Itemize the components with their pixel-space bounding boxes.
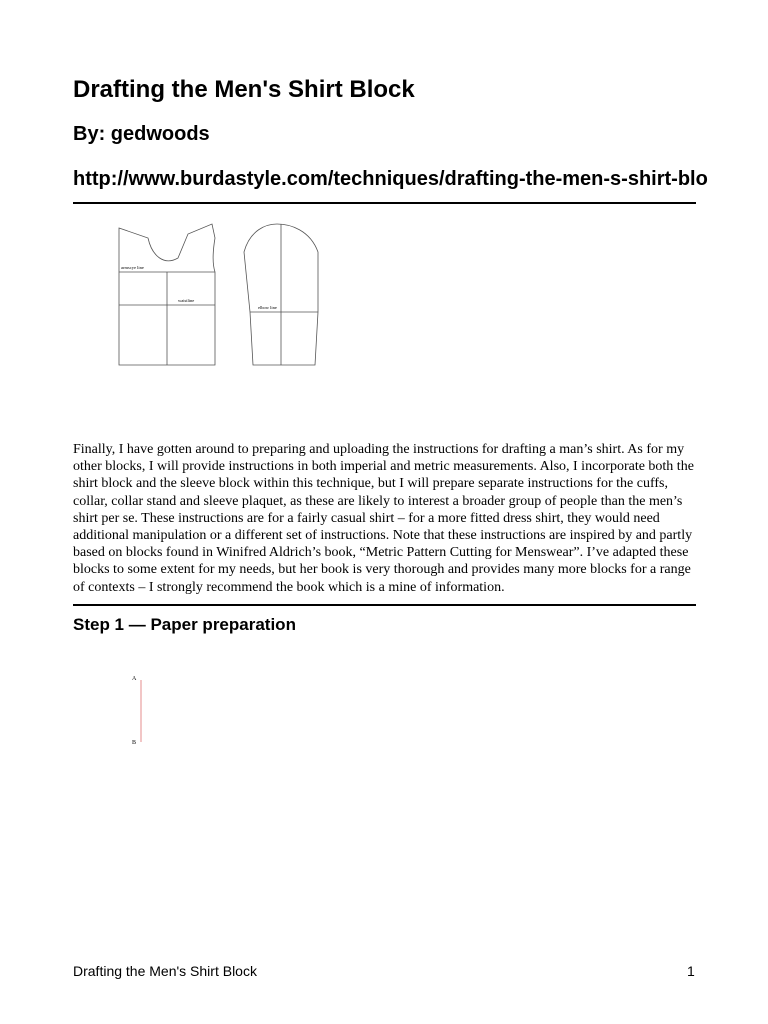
waistline-label: waistline [178, 298, 195, 303]
intro-paragraph: Finally, I have gotten around to preparing and uploading the instructions for drafting a man’s shirt. As for my other blocks, I will provide instructions in both imperial and metric measurements. Also, I incorporate both the shirt block and the sleeve block within this technique, but I will prepare separate instructions for the cuffs, collar, collar stand and sleeve plaquet, as these are likely to interest a broader group of people than the men’s shirt per se. These instructions are for a fairly casual shirt – for a more fitted dress shirt, they would need additional manipulation or a different set of instructions. Note that these instructions are inspired by and partly based on blocks found in Winifred Aldrich’s book, “Metric Pattern Cutting for Menswear”. I’ve adapted these blocks to some extent for my needs, but her book is very thorough and provides many more blocks for a range of contexts – I strongly recommend the book which is a mine of information. [73, 442, 694, 595]
footer-title: Drafting the Men's Shirt Block [73, 963, 257, 979]
page-number: 1 [687, 963, 695, 979]
header-divider [73, 202, 696, 204]
document-title: Drafting the Men's Shirt Block [73, 76, 415, 103]
section-divider [73, 604, 696, 606]
elbow-line-label: elbow line [258, 305, 277, 310]
paper-preparation-diagram [72, 660, 362, 760]
armscye-line-label: armscye line [121, 265, 144, 270]
step-1-heading: Step 1 — Paper preparation [73, 615, 296, 634]
shirt-block-diagram [72, 212, 352, 422]
document-author: By: gedwoods [73, 123, 210, 145]
point-b-label: B [132, 740, 137, 746]
point-a-label: A [132, 676, 137, 682]
source-url[interactable]: http://www.burdastyle.com/techniques/drafting-the-men-s-shirt-blo [73, 168, 708, 190]
